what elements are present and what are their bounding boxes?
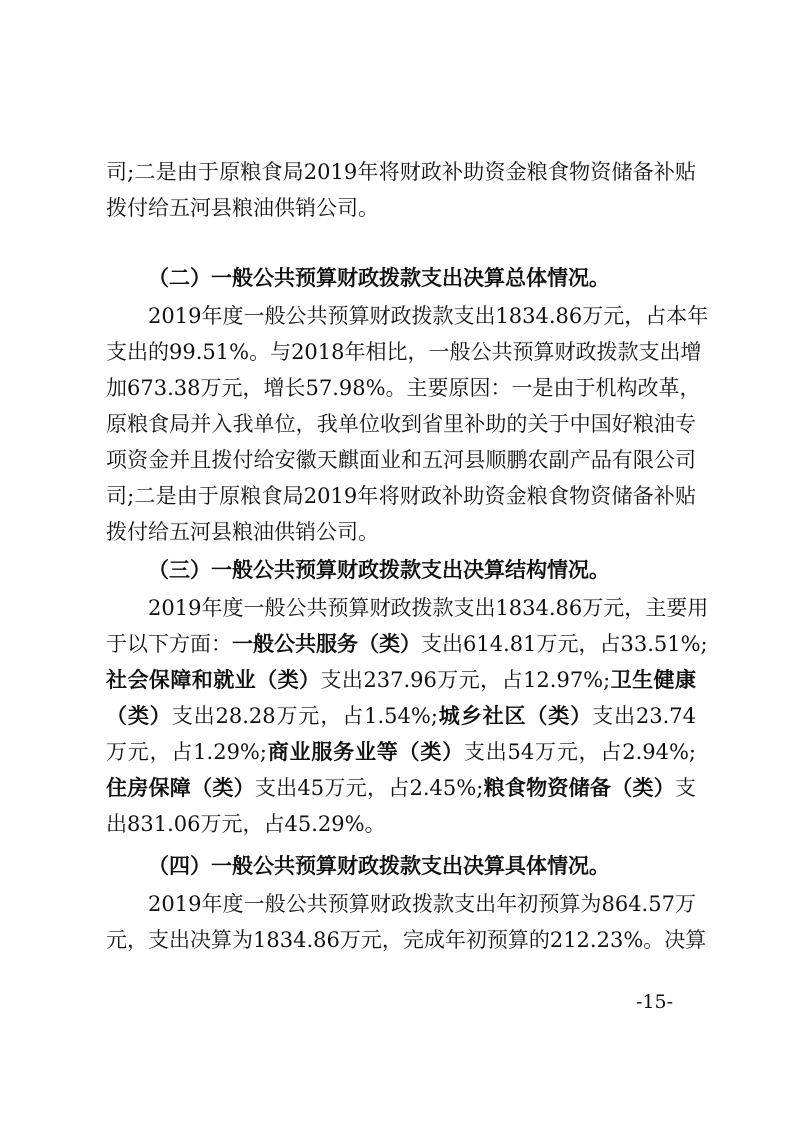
body-line: 2019年度一般公共预算财政拨款支出1834.86万元，主要用 [148, 596, 709, 620]
category-name: 社会保障和就业（类） [106, 667, 321, 692]
text-span: 支出614.81万元，占33.51%; [421, 632, 708, 656]
body-line: 出831.06万元，占45.29%。 [106, 812, 386, 836]
text-span: 支出45万元，占2.45%; [254, 776, 484, 800]
text-span: 支出54万元，占2.94%; [463, 740, 696, 764]
category-name: 卫生健康 [610, 667, 697, 692]
text-span: 万元，占1.29%; [106, 740, 267, 764]
section-heading: （三）一般公共预算财政拨款支出决算结构情况。 [148, 557, 610, 582]
body-line: 元，支出决算为1834.86万元，完成年初预算的212.23%。决算 [106, 928, 707, 952]
body-line [106, 626, 708, 662]
text-span: 支出237.96万元，占12.97%; [320, 668, 611, 692]
category-name: 商业服务业等（类） [266, 739, 464, 764]
category-name: （类） [106, 703, 172, 728]
body-line: 司;二是由于原粮食局2019年将财政补助资金粮食物资储备补贴 [106, 484, 696, 508]
body-line [106, 734, 696, 770]
text-span: 支出23.74 [592, 704, 697, 728]
body-line: 支出的99.51%。与2018年相比，一般公共预算财政拨款支出增 [106, 340, 702, 364]
category-name: 粮食物资储备（类） [483, 775, 675, 800]
text-span: 支出28.28万元，占1.54%; [171, 704, 438, 728]
body-line [106, 662, 696, 698]
text-span: 于以下方面： [106, 632, 232, 656]
body-line: 项资金并且拨付给安徽天麒面业和五河县顺鹏农副产品有限公司 [106, 448, 696, 472]
body-line: 2019年度一般公共预算财政拨款支出年初预算为864.57万 [148, 892, 696, 916]
body-line: 原粮食局并入我单位，我单位收到省里补助的关于中国好粮油专 [106, 412, 696, 436]
category-name: 城乡社区（类） [437, 703, 593, 728]
body-line: 司;二是由于原粮食局2019年将财政补助资金粮食物资储备补贴 [106, 160, 696, 184]
section-heading: （二）一般公共预算财政拨款支出决算总体情况。 [148, 265, 610, 290]
category-name: 住房保障（类） [106, 775, 255, 800]
body-line: 拨付给五河县粮油供销公司。 [106, 196, 379, 220]
body-line: 加673.38万元，增长57.98%。主要原因：一是由于机构改革， [106, 376, 701, 400]
text-span: 支 [675, 776, 696, 800]
body-line [106, 698, 696, 734]
body-line [106, 770, 696, 806]
body-line: 拨付给五河县粮油供销公司。 [106, 520, 379, 544]
body-line: 2019年度一般公共预算财政拨款支出1834.86万元，占本年 [148, 304, 709, 328]
page-number: -15- [636, 991, 674, 1013]
section-heading: （四）一般公共预算财政拨款支出决算具体情况。 [148, 853, 610, 878]
category-name: 一般公共服务（类） [232, 631, 421, 656]
